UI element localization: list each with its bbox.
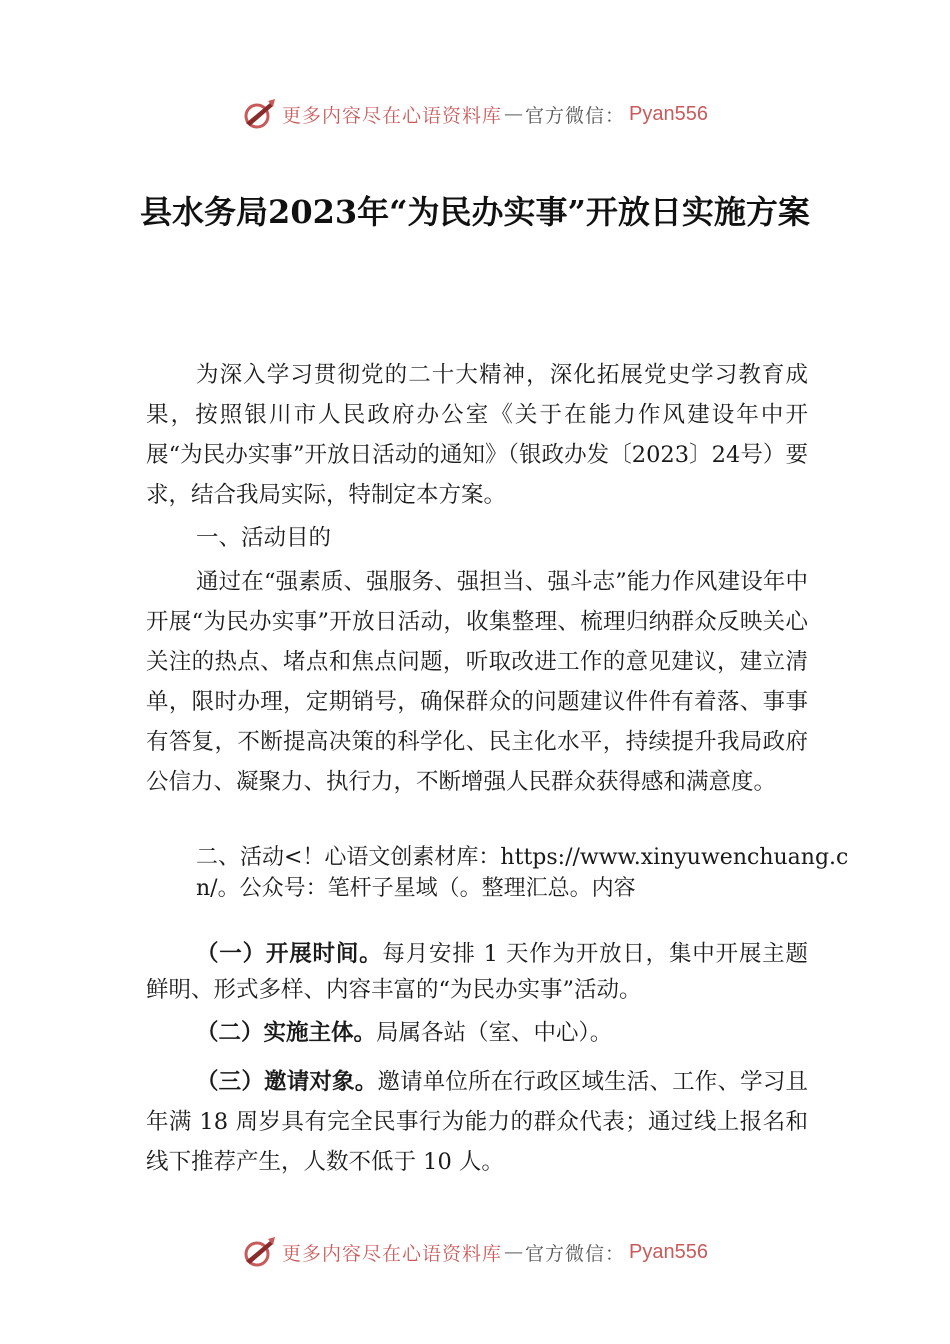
section-1-heading: 一、活动目的 bbox=[196, 525, 332, 551]
watermark-wechat-label: 官方微信： bbox=[525, 1242, 626, 1265]
watermark-text: 更多内容尽在心语资料库 bbox=[282, 104, 503, 127]
brush-logo-icon bbox=[242, 1235, 276, 1269]
watermark-separator: — bbox=[504, 103, 524, 125]
footer-watermark bbox=[0, 1232, 950, 1272]
section-2-heading: 二、活动<！心语文创素材库：https://www.xinyuwenchuang.cn/。公众号：笔杆子星域（。整理汇总。内容 bbox=[196, 845, 849, 901]
item-3-lead: （三）邀请对象。 bbox=[196, 1069, 378, 1095]
watermark-text: 更多内容尽在心语资料库 bbox=[282, 1242, 503, 1265]
item-2-lead: （二）实施主体。 bbox=[196, 1020, 377, 1046]
section-2-item-1 bbox=[146, 936, 808, 1008]
document-title: 县水务局2023年“为民办实事”开放日实施方案 bbox=[140, 193, 810, 231]
watermark-wechat-id: Pyan556 bbox=[629, 102, 708, 125]
header-watermark bbox=[0, 94, 950, 134]
item-1-lead: （一）开展时间。 bbox=[196, 941, 383, 967]
intro-paragraph: 为深入学习贯彻党的二十大精神，深化拓展党史学习教育成果，按照银川市人民政府办公室《关于在能力作风建设年中开展“为民办实事”开放日活动的通知》（银政办发〔2023〕24号）要求，结合我局实际，特制定本方案。 bbox=[146, 362, 808, 508]
item-2-text: 局属各站（室、中心）。 bbox=[376, 1020, 613, 1046]
item-3-text: 邀请单位所在行政区域生活、工作、学习且年满 18 周岁具有完全民事行为能力的群众代表；通过线上报名和线下推荐产生，人数不低于 10 人。 bbox=[146, 1069, 808, 1175]
brush-logo-icon bbox=[242, 97, 276, 131]
watermark-wechat-label: 官方微信： bbox=[525, 104, 626, 127]
section-1-body: 通过在“强素质、强服务、强担当、强斗志”能力作风建设年中开展“为民办实事”开放日活动，收集整理、梳理归纳群众反映关心关注的热点、堵点和焦点问题，听取改进工作的意见建议，建立清单，限时办理，定期销号，确保群众的问题建议件件有着落、事事有答复，不断提高决策的科学化、民主化水平，持续提升我局政府公信力、凝聚力、执行力，不断增强人民群众获得感和满意度。 bbox=[146, 569, 808, 795]
item-1-text: 每月安排 1 天作为开放日，集中开展主题鲜明、形式多样、内容丰富的“为民办实事”活动。 bbox=[146, 941, 808, 1003]
watermark-wechat-id: Pyan556 bbox=[629, 1240, 708, 1263]
section-2-item-3 bbox=[146, 1062, 808, 1182]
watermark-separator: — bbox=[504, 1241, 524, 1263]
section-2-item-2 bbox=[146, 1013, 808, 1053]
